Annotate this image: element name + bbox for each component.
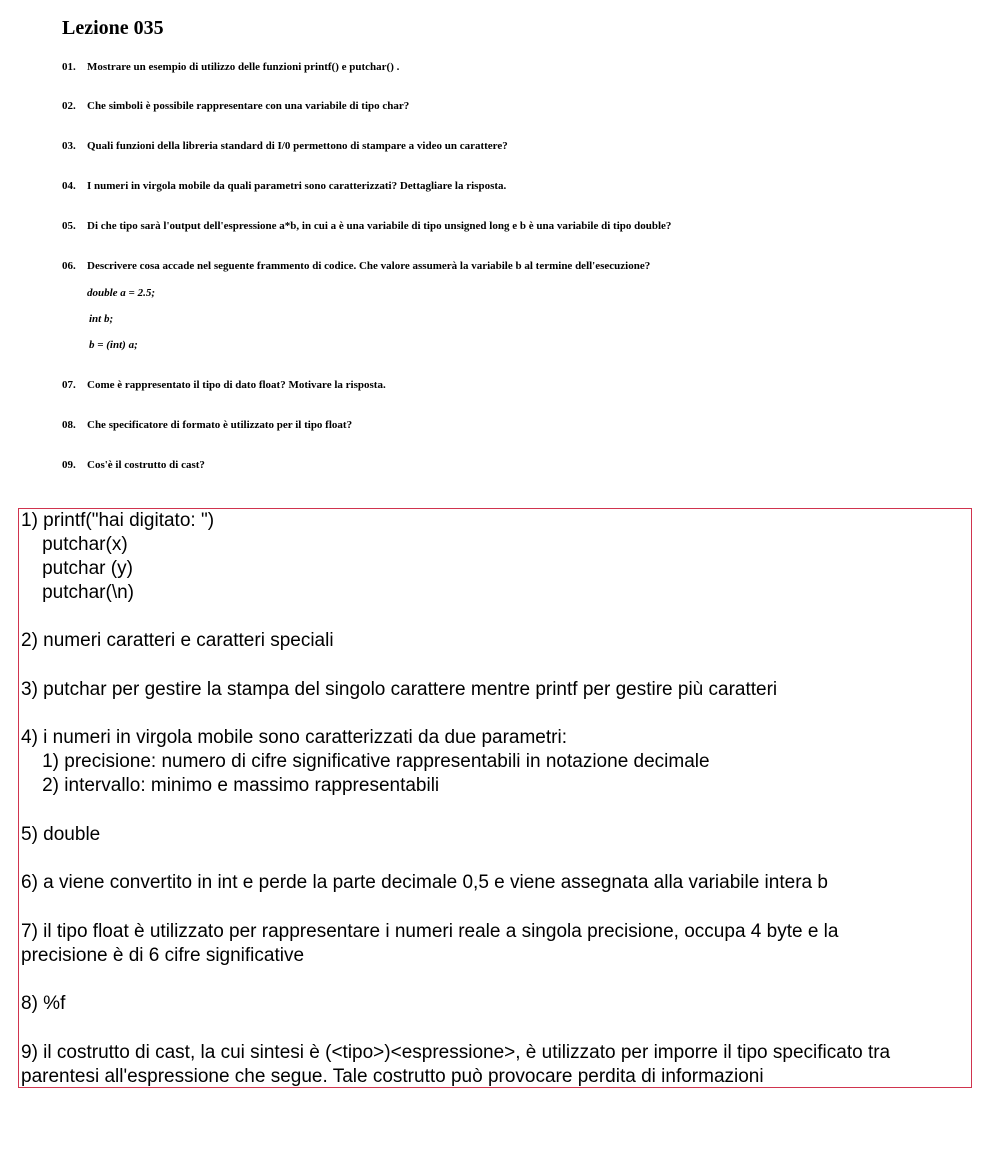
question-04: [62, 179, 506, 193]
answer-line: 2) intervallo: minimo e massimo rappresentabili: [21, 775, 440, 796]
question-05: [62, 219, 671, 233]
answer-line: 2) numeri caratteri e caratteri speciali: [21, 630, 334, 651]
question-number: 02.: [62, 100, 76, 112]
answer-line: 8) %f: [21, 993, 66, 1014]
answer-line: putchar(\n): [21, 582, 134, 603]
answer-line: putchar(x): [21, 534, 128, 555]
question-number: 03.: [62, 140, 76, 152]
answer-line: 3) putchar per gestire la stampa del singolo carattere mentre printf per gestire più caratteri: [21, 679, 778, 700]
answer-line: precisione è di 6 cifre significative: [21, 945, 305, 966]
question-text: Che simboli è possibile rappresentare con una variabile di tipo char?: [87, 100, 410, 112]
question-number: 06.: [62, 260, 76, 272]
answer-line: 7) il tipo float è utilizzato per rappresentare i numeri reale a singola precisione, occupa 4 byte e la: [21, 921, 839, 942]
answer-line: 6) a viene convertito in int e perde la parte decimale 0,5 e viene assegnata alla variabile intera b: [21, 872, 828, 893]
question-text: I numeri in virgola mobile da quali parametri sono caratterizzati? Dettagliare la risposta.: [87, 180, 507, 192]
question-01: [62, 60, 399, 74]
question-number: 05.: [62, 220, 76, 232]
page-title: Lezione 035: [62, 17, 164, 39]
answer-line: 9) il costrutto di cast, la cui sintesi è (<tipo>)<espressione>, è utilizzato per imporre il tipo specificato tra: [21, 1042, 891, 1063]
question-text: Cos'è il costrutto di cast?: [87, 459, 205, 471]
answer-line: 1) precisione: numero di cifre significative rappresentabili in notazione decimale: [21, 751, 710, 772]
code-line: double a = 2.5;: [87, 287, 155, 299]
question-text: Mostrare un esempio di utilizzo delle funzioni printf() e putchar() .: [87, 61, 400, 73]
question-02: [62, 99, 409, 113]
question-number: 07.: [62, 379, 76, 391]
question-09: [62, 458, 205, 472]
question-text: Che specificatore di formato è utilizzato per il tipo float?: [87, 419, 353, 431]
code-line: b = (int) a;: [89, 339, 138, 351]
question-06: [62, 259, 650, 273]
question-07: [62, 378, 386, 392]
question-number: 01.: [62, 61, 76, 73]
question-text: Di che tipo sarà l'output dell'espressione a*b, in cui a è una variabile di tipo unsigned long e b è una variabile di tipo double?: [87, 220, 672, 232]
answer-box: [18, 508, 972, 1088]
code-line: int b;: [89, 313, 114, 325]
question-number: 08.: [62, 419, 76, 431]
question-text: Come è rappresentato il tipo di dato float? Motivare la risposta.: [87, 379, 386, 391]
question-number: 09.: [62, 459, 76, 471]
question-text: Descrivere cosa accade nel seguente frammento di codice. Che valore assumerà la variabile b al termine dell'esecuzione?: [87, 260, 651, 272]
answer-line: 4) i numeri in virgola mobile sono caratterizzati da due parametri:: [21, 727, 567, 748]
question-number: 04.: [62, 180, 76, 192]
answer-line: putchar (y): [21, 558, 133, 579]
answer-line: 1) printf("hai digitato: "): [21, 510, 215, 531]
question-text: Quali funzioni della libreria standard di I/0 permettono di stampare a video un carattere?: [87, 140, 508, 152]
answer-line: parentesi all'espressione che segue. Tale costrutto può provocare perdita di informazioni: [21, 1066, 764, 1087]
answer-line: 5) double: [21, 824, 101, 845]
question-08: [62, 418, 352, 432]
question-03: [62, 139, 508, 153]
